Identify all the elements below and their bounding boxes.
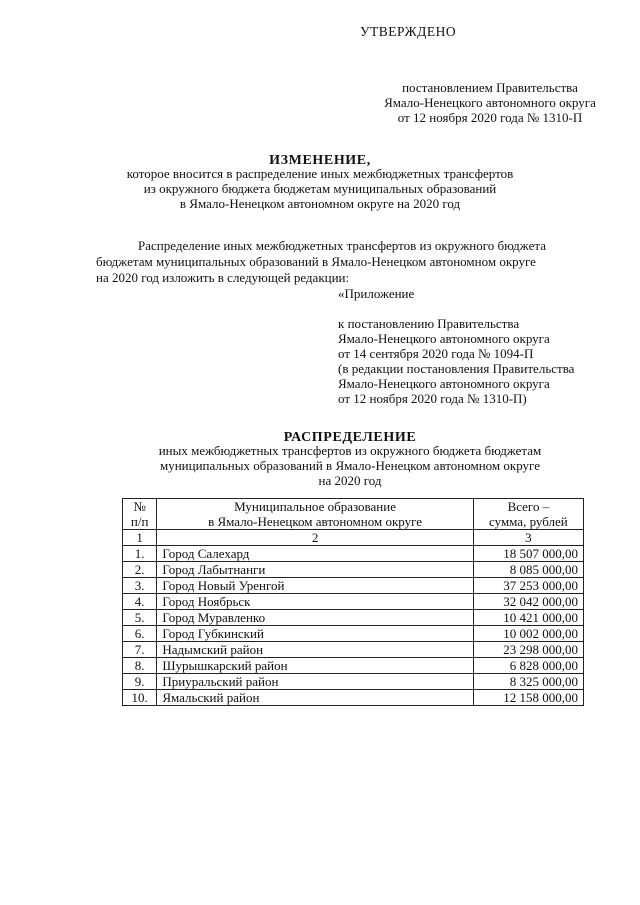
row-municipality: Город Губкинский [157,626,473,642]
row-sum: 10 421 000,00 [473,610,583,626]
row-municipality: Надымский район [157,642,473,658]
subtitle-line: из окружного бюджета бюджетам муниципальных образований [143,181,497,196]
table-row [123,674,584,690]
row-municipality: Город Новый Уренгой [157,578,473,594]
table-row [123,578,584,594]
row-number: 6. [123,626,157,642]
column-number-row [123,530,584,546]
header-number: № п/п [123,499,157,530]
appendix-line: Ямало-Ненецкого автономного округа [338,331,550,346]
row-sum: 12 158 000,00 [473,690,583,706]
appendix-line: (в редакции постановления Правительства [338,361,575,376]
approved-by-line: от 12 ноября 2020 года № 1310-П [397,110,583,125]
row-sum: 18 507 000,00 [473,546,583,562]
distribution-subtitle [70,443,630,488]
appendix-line: к постановлению Правительства [338,316,520,331]
appendix-heading: «Приложение [338,286,415,301]
paragraph-line: Распределение иных межбюджетных трансфертов из окружного бюджета [138,238,546,253]
distribution-subtitle-line: муниципальных образований в Ямало-Ненецком автономном округе [160,458,540,473]
distribution-subtitle-line: на 2020 год [318,473,382,488]
row-number: 1. [123,546,157,562]
table-row [123,658,584,674]
distribution-subtitle-line: иных межбюджетных трансфертов из окружного бюджета бюджетам [158,443,542,458]
table-row [123,546,584,562]
approved-by-line: Ямало-Ненецкого автономного округа [384,95,596,110]
body-paragraph [96,238,611,286]
table-row [123,626,584,642]
distribution-title: РАСПРЕДЕЛЕНИЕ [283,430,417,445]
table-row [123,562,584,578]
column-number: 3 [473,530,583,546]
row-sum: 23 298 000,00 [473,642,583,658]
row-municipality: Приуральский район [157,674,473,690]
row-municipality: Город Муравленко [157,610,473,626]
row-number: 5. [123,610,157,626]
appendix-line: от 12 ноября 2020 года № 1310-П) [338,391,527,406]
approved-by-block [360,80,620,125]
row-sum: 32 042 000,00 [473,594,583,610]
row-number: 3. [123,578,157,594]
row-number: 4. [123,594,157,610]
document-subtitle [0,166,640,211]
paragraph-line: бюджетам муниципальных образований в Ямало-Ненецком автономном округе [96,254,536,269]
subtitle-line: которое вносится в распределение иных межбюджетных трансфертов [126,166,514,181]
table-row [123,610,584,626]
appendix-reference [338,316,574,406]
header-municipality: Муниципальное образование в Ямало-Ненецком автономном округе [157,499,473,530]
row-sum: 10 002 000,00 [473,626,583,642]
subtitle-line: в Ямало-Ненецком автономном округе на 2020 год [179,196,461,211]
approved-by-line: постановлением Правительства [402,80,578,95]
column-number: 2 [157,530,473,546]
row-number: 9. [123,674,157,690]
table-header-row [123,499,584,530]
row-number: 2. [123,562,157,578]
appendix-line: от 14 сентября 2020 года № 1094-П [338,346,534,361]
row-sum: 8 085 000,00 [473,562,583,578]
approved-stamp: УТВЕРЖДЕНО [360,24,457,39]
table-row [123,642,584,658]
appendix-line: Ямало-Ненецкого автономного округа [338,376,550,391]
paragraph-line: на 2020 год изложить в следующей редакции: [96,270,350,285]
row-municipality: Шурышкарский район [157,658,473,674]
column-number: 1 [123,530,157,546]
row-sum: 37 253 000,00 [473,578,583,594]
row-number: 8. [123,658,157,674]
row-municipality: Город Лабытнанги [157,562,473,578]
table-row [123,594,584,610]
row-sum: 6 828 000,00 [473,658,583,674]
row-number: 10. [123,690,157,706]
row-municipality: Город Салехард [157,546,473,562]
row-municipality: Ямальский район [157,690,473,706]
distribution-table [122,498,584,706]
row-sum: 8 325 000,00 [473,674,583,690]
table-row [123,690,584,706]
header-sum: Всего – сумма, рублей [473,499,583,530]
row-number: 7. [123,642,157,658]
row-municipality: Город Ноябрьск [157,594,473,610]
document-title: ИЗМЕНЕНИЕ, [269,153,371,168]
